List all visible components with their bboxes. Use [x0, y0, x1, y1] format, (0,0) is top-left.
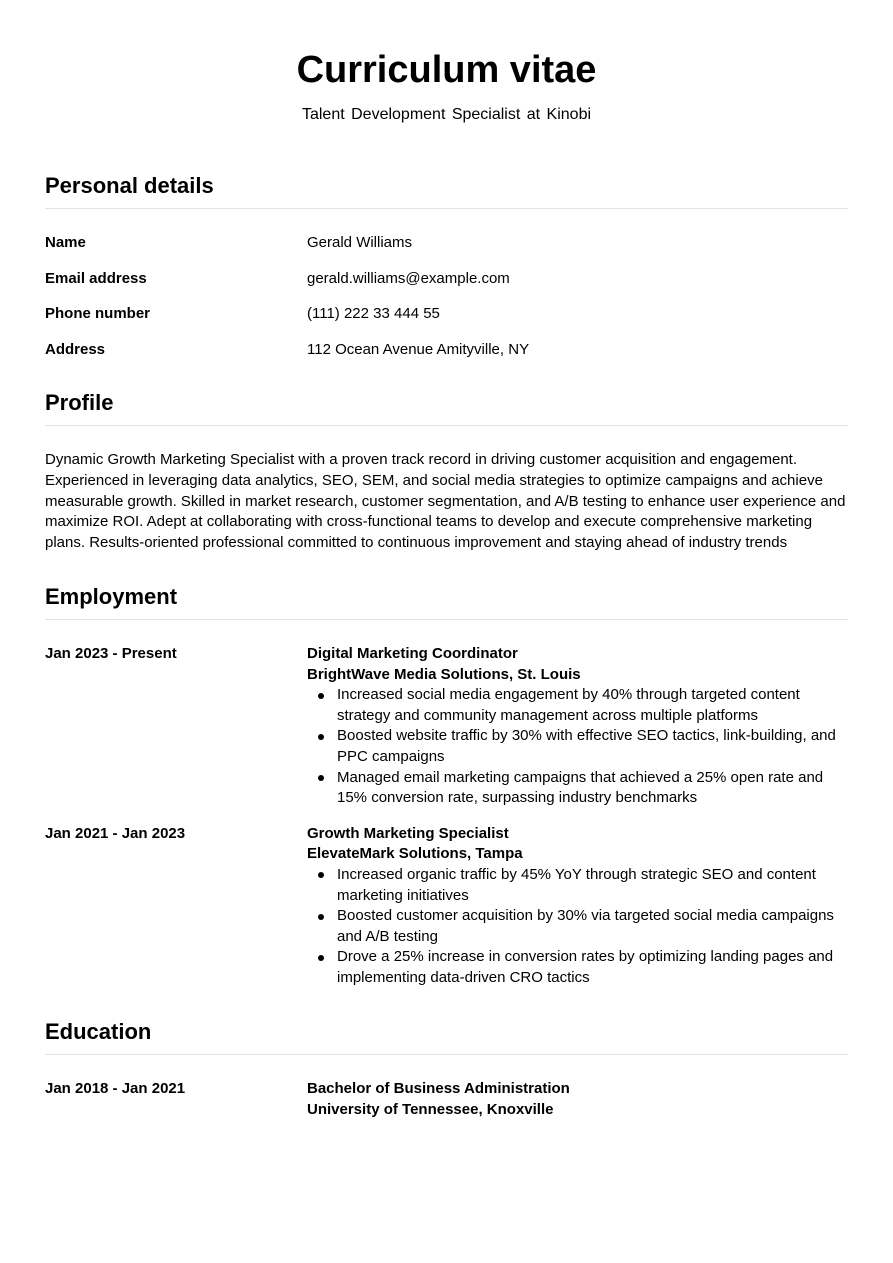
school: University of Tennessee, Knoxville [307, 1100, 554, 1118]
detail-label: Address [45, 340, 106, 358]
entry-body [307, 644, 848, 809]
detail-value: 112 Ocean Avenue Amityville, NY [307, 340, 530, 358]
bullet-icon [318, 775, 324, 781]
achievement-text: Increased social media engagement by 40% through targeted content strategy and community management across multiple platforms [337, 686, 800, 724]
bullet-icon [318, 914, 324, 920]
section-employment [45, 583, 848, 989]
detail-value: gerald.williams@example.com [307, 269, 510, 287]
section-heading: Profile [45, 389, 848, 426]
education-entry [45, 1079, 848, 1120]
section-profile [45, 389, 848, 554]
section-heading: Employment [45, 583, 848, 620]
bullet-icon [318, 872, 324, 878]
employment-entry [45, 824, 848, 989]
bullet-icon [318, 955, 324, 961]
job-title: Growth Marketing Specialist [307, 824, 509, 842]
detail-label: Phone number [45, 305, 151, 322]
entry-date: Jan 2021 - Jan 2023 [45, 824, 186, 842]
section-education [45, 1018, 848, 1120]
bullet-icon [318, 734, 324, 740]
list-item [307, 947, 848, 988]
bullet-icon [318, 693, 324, 699]
entry-date: Jan 2023 - Present [45, 645, 177, 662]
degree: Bachelor of Business Administration [307, 1080, 570, 1097]
detail-row-address [45, 340, 848, 376]
list-item [307, 726, 848, 767]
list-item [307, 865, 848, 906]
profile-summary: Dynamic Growth Marketing Specialist with a proven track record in driving customer acquisition and engagement. Experienced in leveraging data analytics, SEO, SEM, and social media strategies to optimize campaigns and achieve measurable growth. Skilled in market research, customer segmentation, and A/B testing to enhance user experience and maximize ROI. Adept at collaborating with cross-functional teams to develop and execute comprehensive marketing plans. Results-oriented professional committed to continuous improvement and staying ahead of industry trends [45, 451, 846, 552]
detail-row-name [45, 233, 848, 269]
list-item [307, 768, 848, 809]
list-item [307, 906, 848, 947]
detail-value: (111) 222 33 444 55 [307, 305, 440, 322]
entry-body [307, 1079, 848, 1120]
page-subtitle: Talent Development Specialist at Kinobi [301, 106, 592, 123]
achievement-text: Drove a 25% increase in conversion rates by optimizing landing pages and implementing data-driven CRO tactics [337, 948, 834, 986]
page-title: Curriculum vitae [296, 49, 597, 91]
achievement-list [307, 685, 848, 809]
detail-value: Gerald Williams [307, 234, 413, 251]
section-personal-details [45, 172, 848, 375]
detail-label: Email address [45, 269, 147, 287]
achievement-text: Boosted website traffic by 30% with effective SEO tactics, link-building, and PPC campaigns [337, 727, 836, 765]
section-heading: Personal details [45, 172, 848, 209]
job-title: Digital Marketing Coordinator [307, 645, 518, 662]
entry-body [307, 824, 848, 989]
list-item [307, 685, 848, 726]
detail-row-email [45, 269, 848, 305]
achievement-text: Increased organic traffic by 45% YoY through strategic SEO and content marketing initiatives [337, 865, 816, 904]
employment-entry [45, 644, 848, 809]
achievement-text: Managed email marketing campaigns that achieved a 25% open rate and 15% conversion rate, surpassing industry benchmarks [337, 768, 824, 807]
achievement-text: Boosted customer acquisition by 30% via targeted social media campaigns and A/B testing [337, 907, 834, 945]
section-heading: Education [45, 1018, 848, 1055]
detail-row-phone [45, 304, 848, 340]
employer: ElevateMark Solutions, Tampa [307, 845, 523, 863]
entry-date: Jan 2018 - Jan 2021 [45, 1080, 186, 1097]
achievement-list [307, 865, 848, 989]
employer: BrightWave Media Solutions, St. Louis [307, 665, 581, 683]
detail-label: Name [45, 234, 86, 251]
